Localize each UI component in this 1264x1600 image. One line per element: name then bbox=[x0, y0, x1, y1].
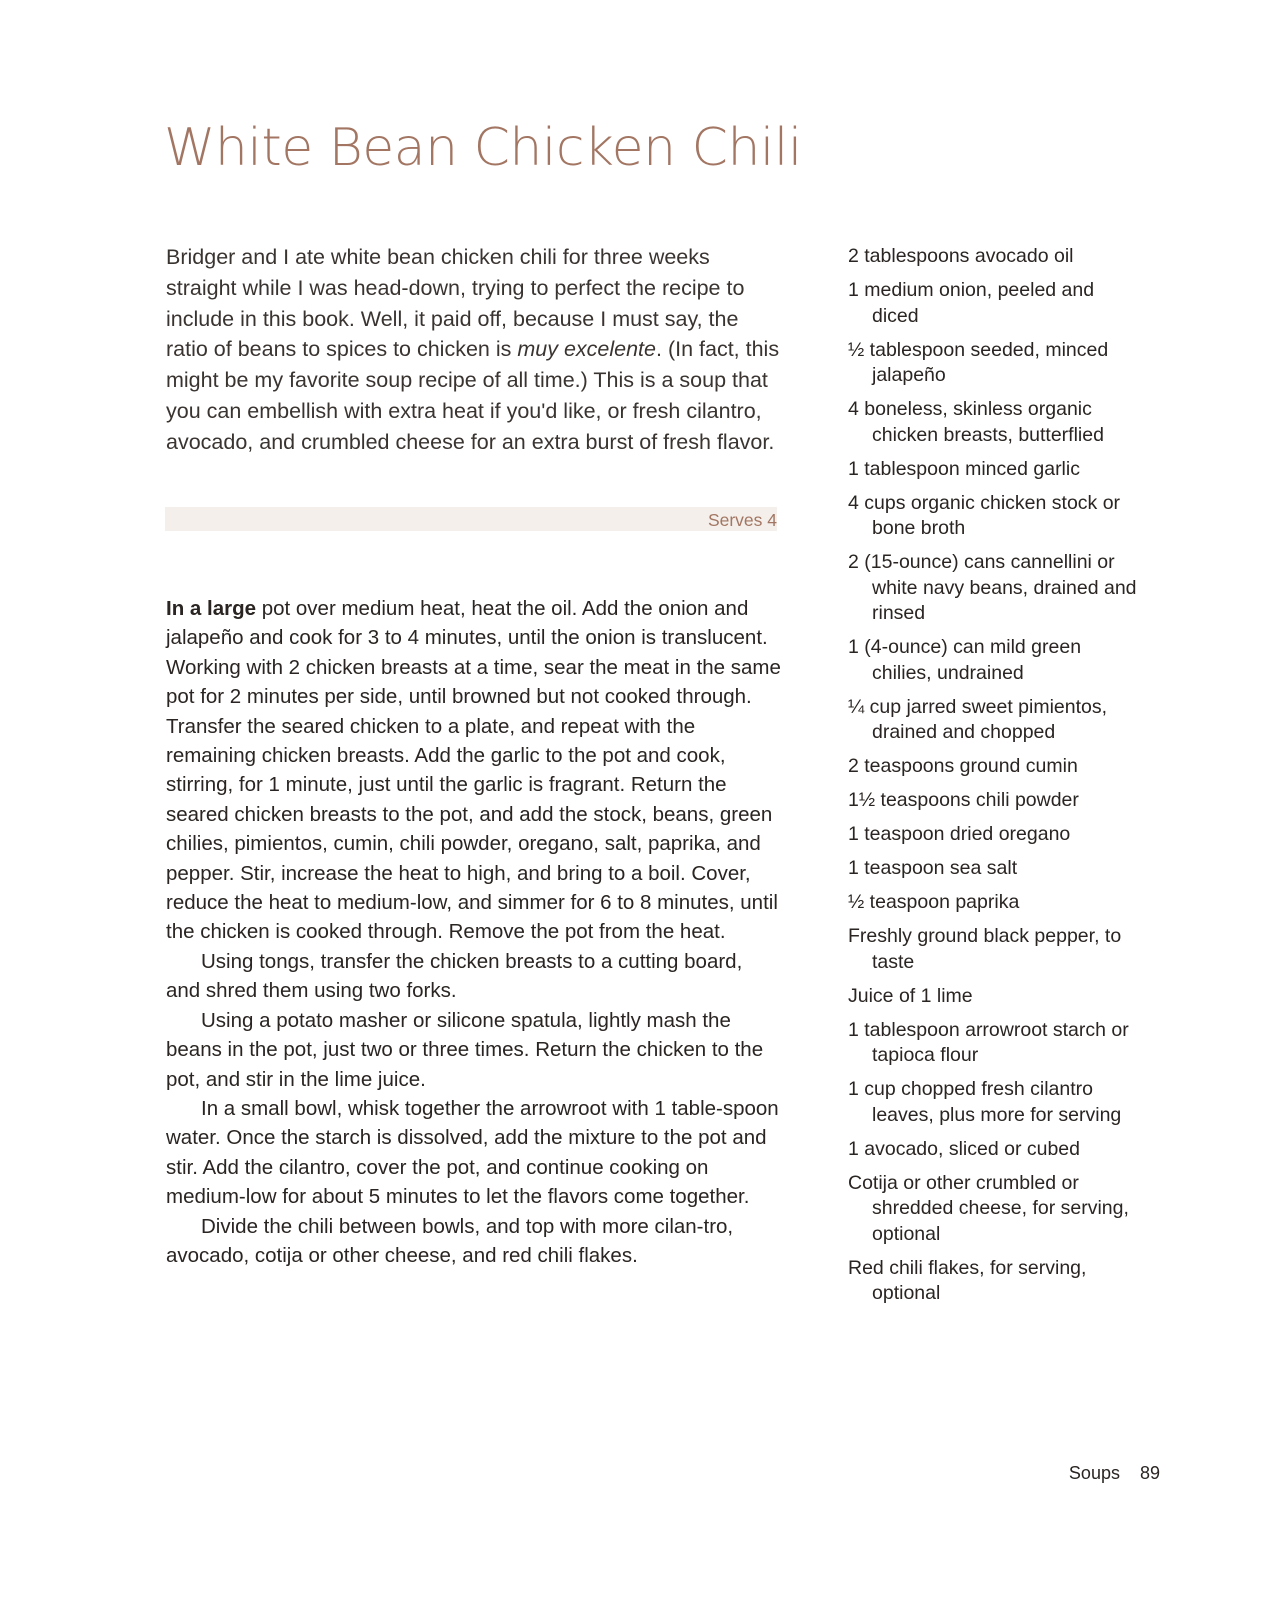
intro-text-1: Bridger and I ate white bean chicken chili for three weeks straight while I was head-down, trying to perfect the recipe to include in this book. Well, it paid off, because I must say, the ratio of beans to spices to chicken is bbox=[166, 245, 745, 362]
page-footer bbox=[1069, 1463, 1160, 1484]
recipe-intro bbox=[166, 242, 782, 458]
ingredient-item: Red chili flakes, for serving, optional bbox=[848, 1256, 1087, 1304]
ingredient-item: 4 cups organic chicken stock or bone broth bbox=[848, 491, 1121, 539]
method-step-2: Using tongs, transfer the chicken breasts to a cutting board, and shred them using two forks. bbox=[166, 949, 743, 1003]
method-step-4: In a small bowl, whisk together the arrowroot with 1 table-spoon water. Once the starch is dissolved, add the mixture to the pot and stir. Add the cilantro, cover the pot, and continue cooking on medium-low for about 5 minutes to let the flavors come together. bbox=[166, 1096, 779, 1209]
method-step-5: Divide the chili between bowls, and top with more cilan-tro, avocado, cotija or other cheese, and red chili flakes. bbox=[166, 1214, 734, 1267]
method-step-1-text: pot over medium heat, heat the oil. Add the onion and jalapeño and cook for 3 to 4 minutes, until the onion is translucent. Working with 2 chicken breasts at a time, sear the meat in the same pot for 2 minutes per side, until browned but not cooked through. Transfer the seared chicken to a plate, and repeat with the remaining chicken breasts. Add the garlic to the pot and cook, stirring, for 1 minute, just until the garlic is fragrant. Return the seared chicken breasts to the pot, and add the stock, beans, green chilies, pimientos, cumin, chili powder, oregano, salt, paprika, and pepper. Stir, increase the heat to high, and bring to a boil. Cover, reduce the heat to medium-low, and simmer for 6 to 8 minutes, until the chicken is cooked through. Remove the pot from the heat. bbox=[166, 597, 781, 944]
footer-section-name: Soups bbox=[1068, 1463, 1120, 1483]
ingredient-item: 2 teaspoons ground cumin bbox=[848, 755, 1078, 777]
intro-italic-phrase: muy excelente bbox=[517, 337, 656, 362]
method-lead-in: In a large bbox=[166, 597, 257, 620]
ingredients-list bbox=[848, 244, 1138, 1315]
ingredient-item: 1 medium onion, peeled and diced bbox=[848, 279, 1095, 327]
ingredient-item: ½ teaspoon paprika bbox=[848, 891, 1020, 913]
ingredient-item: 1 cup chopped fresh cilantro leaves, plus more for serving bbox=[848, 1078, 1122, 1126]
recipe-title: White Bean Chicken Chili bbox=[164, 118, 802, 178]
serves-band bbox=[165, 507, 777, 531]
method-step-1 bbox=[166, 594, 782, 947]
ingredient-item: ½ tablespoon seeded, minced jalapeño bbox=[848, 338, 1109, 386]
ingredient-item: Freshly ground black pepper, to taste bbox=[848, 925, 1122, 973]
ingredient-item: 1 (4-ounce) can mild green chilies, undrained bbox=[848, 636, 1082, 684]
ingredient-item: 1 tablespoon minced garlic bbox=[848, 457, 1080, 480]
ingredient-item: 1 teaspoon sea salt bbox=[848, 857, 1018, 879]
ingredient-item: 1 teaspoon dried oregano bbox=[848, 823, 1071, 845]
method-step-3: Using a potato masher or silicone spatula, lightly mash the beans in the pot, just two or three times. Return the chicken to the pot, and stir in the lime juice. bbox=[166, 1008, 764, 1091]
page-number: 89 bbox=[1139, 1463, 1160, 1483]
method-section bbox=[166, 594, 782, 1270]
ingredient-item: 2 (15-ounce) cans cannellini or white navy beans, drained and rinsed bbox=[848, 551, 1137, 624]
ingredient-item: 1 tablespoon arrowroot starch or tapioca flour bbox=[848, 1018, 1129, 1066]
serves-count: Serves 4 bbox=[707, 510, 777, 530]
ingredient-item: ¼ cup jarred sweet pimientos, drained and chopped bbox=[848, 695, 1108, 743]
ingredient-item: 4 boneless, skinless organic chicken breasts, butterflied bbox=[848, 398, 1104, 446]
ingredient-item: 1 avocado, sliced or cubed bbox=[848, 1137, 1080, 1160]
intro-text-2: . (In fact, this might be my favorite soup recipe of all time.) This is a soup that you can embellish with extra heat if you'd like, or fresh cilantro, avocado, and crumbled cheese for an extra burst of fresh flavor. bbox=[166, 337, 780, 454]
ingredient-item: 2 tablespoons avocado oil bbox=[848, 245, 1074, 267]
ingredient-item: Juice of 1 lime bbox=[848, 984, 973, 1007]
ingredient-item: Cotija or other crumbled or shredded cheese, for serving, optional bbox=[848, 1171, 1129, 1245]
ingredient-item: 1½ teaspoons chili powder bbox=[848, 789, 1079, 811]
